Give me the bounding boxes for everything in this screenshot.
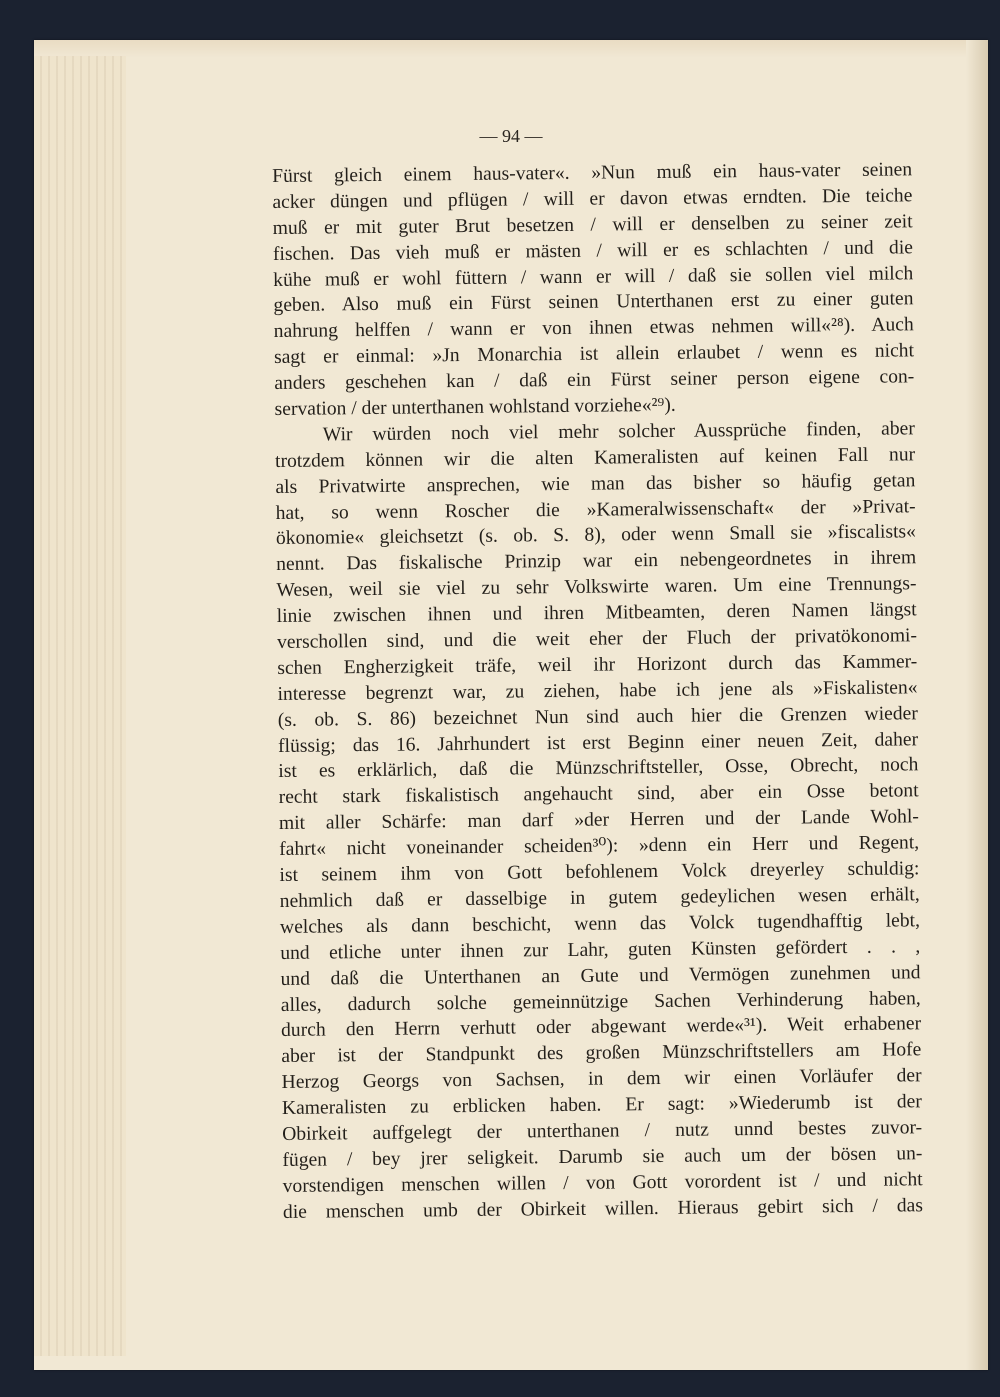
page-stack-edges [34, 56, 126, 1356]
text-line: hat, so wenn Roscher die »Kameralwissenschaft« der »Privat- [275, 495, 916, 524]
text-line: alles, dadurch solche gemeinnützige Sachen Verhinderung haben, [280, 987, 921, 1016]
text-line: verschollen sind, und die weit eher der Fluch der privatökonomi- [276, 625, 918, 654]
text-line: fischen. Das vieh muß er mästen / will er es schlachten / und die [272, 236, 914, 265]
text-line: flüssig; das 16. Jahrhundert ist erst Beginn einer neuen Zeit, daher [277, 728, 919, 757]
text-line: Herzog Georgs von Sachsen, in dem wir einen Vorläufer der [281, 1065, 922, 1094]
text-line: geben. Also muß ein Fürst seinen Unterthanen erst zu einer guten [273, 288, 914, 317]
text-line: servation / der unterthanen wohlstand vorziehe«²⁹). [274, 394, 676, 421]
text-line: recht stark fiskalistisch angehaucht sind, aber ein Osse betont [278, 780, 919, 809]
text-line: und daß die Unterthanen an Gute und Vermögen zunehmen und [280, 961, 921, 990]
text-line: nennt. Das fiskalische Prinzip war ein nebengeordnetes in ihrem [276, 547, 917, 576]
page-top-edge [34, 40, 988, 58]
text-line: als Privatwirte ansprechen, wie man das bisher so häufig getan [275, 469, 916, 498]
text-line: ökonomie« gleichsetzt (s. ob. S. 8), oder wenn Small sie »fiscalists« [275, 521, 917, 550]
text-line: und etliche unter ihnen zur Lahr, guten Künsten gefördert . . , [280, 935, 921, 964]
text-line: Obirkeit auffgelegt der unterthanen / nutz unnd bestes zuvor- [282, 1117, 923, 1145]
text-line: Wir würden noch viel mehr solcher Aussprüche finden, aber [322, 418, 915, 446]
text-line: mit aller Schärfe: man darf »der Herren und der Lande Wohl- [278, 806, 919, 835]
text-line: aber ist der Standpunkt des großen Münzschriftstellers am Hofe [281, 1039, 922, 1068]
book-page [34, 40, 988, 1370]
text-line: muß er mit guter Brut besetzen / will er denselben zu seiner zeit [272, 211, 913, 239]
text-line: interesse begrenzt war, zu ziehen, habe ich jene als »Fiskalisten« [277, 677, 918, 705]
text-line: Kameralisten zu erblicken haben. Er sagt: »Wiederumb ist der [281, 1091, 922, 1120]
text-line: nehmlich daß er dasselbige in gutem gedeylichen wesen erhält, [279, 884, 920, 912]
text-line: die menschen umb der Obirkeit willen. Hieraus gebirt sich / das [282, 1194, 924, 1223]
text-line: schen Engherzigkeit träfe, weil ihr Horizont durch das Kammer- [277, 651, 918, 679]
text-line: vorstendigen menschen willen / von Gott vorordent ist / und nicht [282, 1168, 923, 1197]
text-line: ist seinem ihm von Gott befohlenem Volck dreyerley schuldig: [279, 858, 920, 887]
text-line: trotzdem können wir die alten Kameralisten auf keinen Fall nur [275, 444, 916, 472]
text-line: (s. ob. S. 86) bezeichnet Nun sind auch hier die Grenzen wieder [277, 702, 918, 731]
text-line: sagt er einmal: »Jn Monarchia ist allein erlaubet / wenn es nicht [273, 340, 915, 369]
text-line: Fürst gleich einem haus-vater«. »Nun muß ein haus-vater seinen [272, 159, 913, 187]
page-number: — 94 — [479, 126, 543, 146]
text-line: Wesen, weil sie viel zu sehr Volkswirte waren. Um eine Trennungs- [276, 573, 917, 602]
text-line: welches als dann beschicht, wenn das Volck tugendhafftig lebt, [279, 910, 921, 938]
page-gutter-shade [966, 40, 988, 1370]
text-line: kühe muß er wohl füttern / wann er will / daß sie sollen viel milch [273, 262, 914, 291]
text-line: linie zwischen ihnen und ihren Mitbeamten, deren Namen längst [276, 599, 917, 628]
body-text [272, 157, 923, 1225]
text-line: durch den Herrn verhutt oder abgewant werde«³¹). Weit erhabener [280, 1013, 922, 1042]
text-line: fahrt« nicht voneinander scheiden³⁰): »denn ein Herr und Regent, [279, 832, 920, 861]
text-line: acker düngen und pflügen / will er davon etwas erndten. Die teiche [272, 185, 913, 213]
text-line: fügen / bey jrer seligkeit. Darumb sie auch um der bösen un- [282, 1143, 923, 1171]
text-line: ist es erklärlich, daß die Münzschriftsteller, Osse, Obrecht, noch [278, 754, 919, 783]
text-line: anders geschehen kan / daß ein Fürst seiner person eigene con- [274, 366, 915, 395]
text-line: nahrung helffen / wann er von ihnen etwas nehmen will«²⁸). Auch [273, 314, 914, 343]
